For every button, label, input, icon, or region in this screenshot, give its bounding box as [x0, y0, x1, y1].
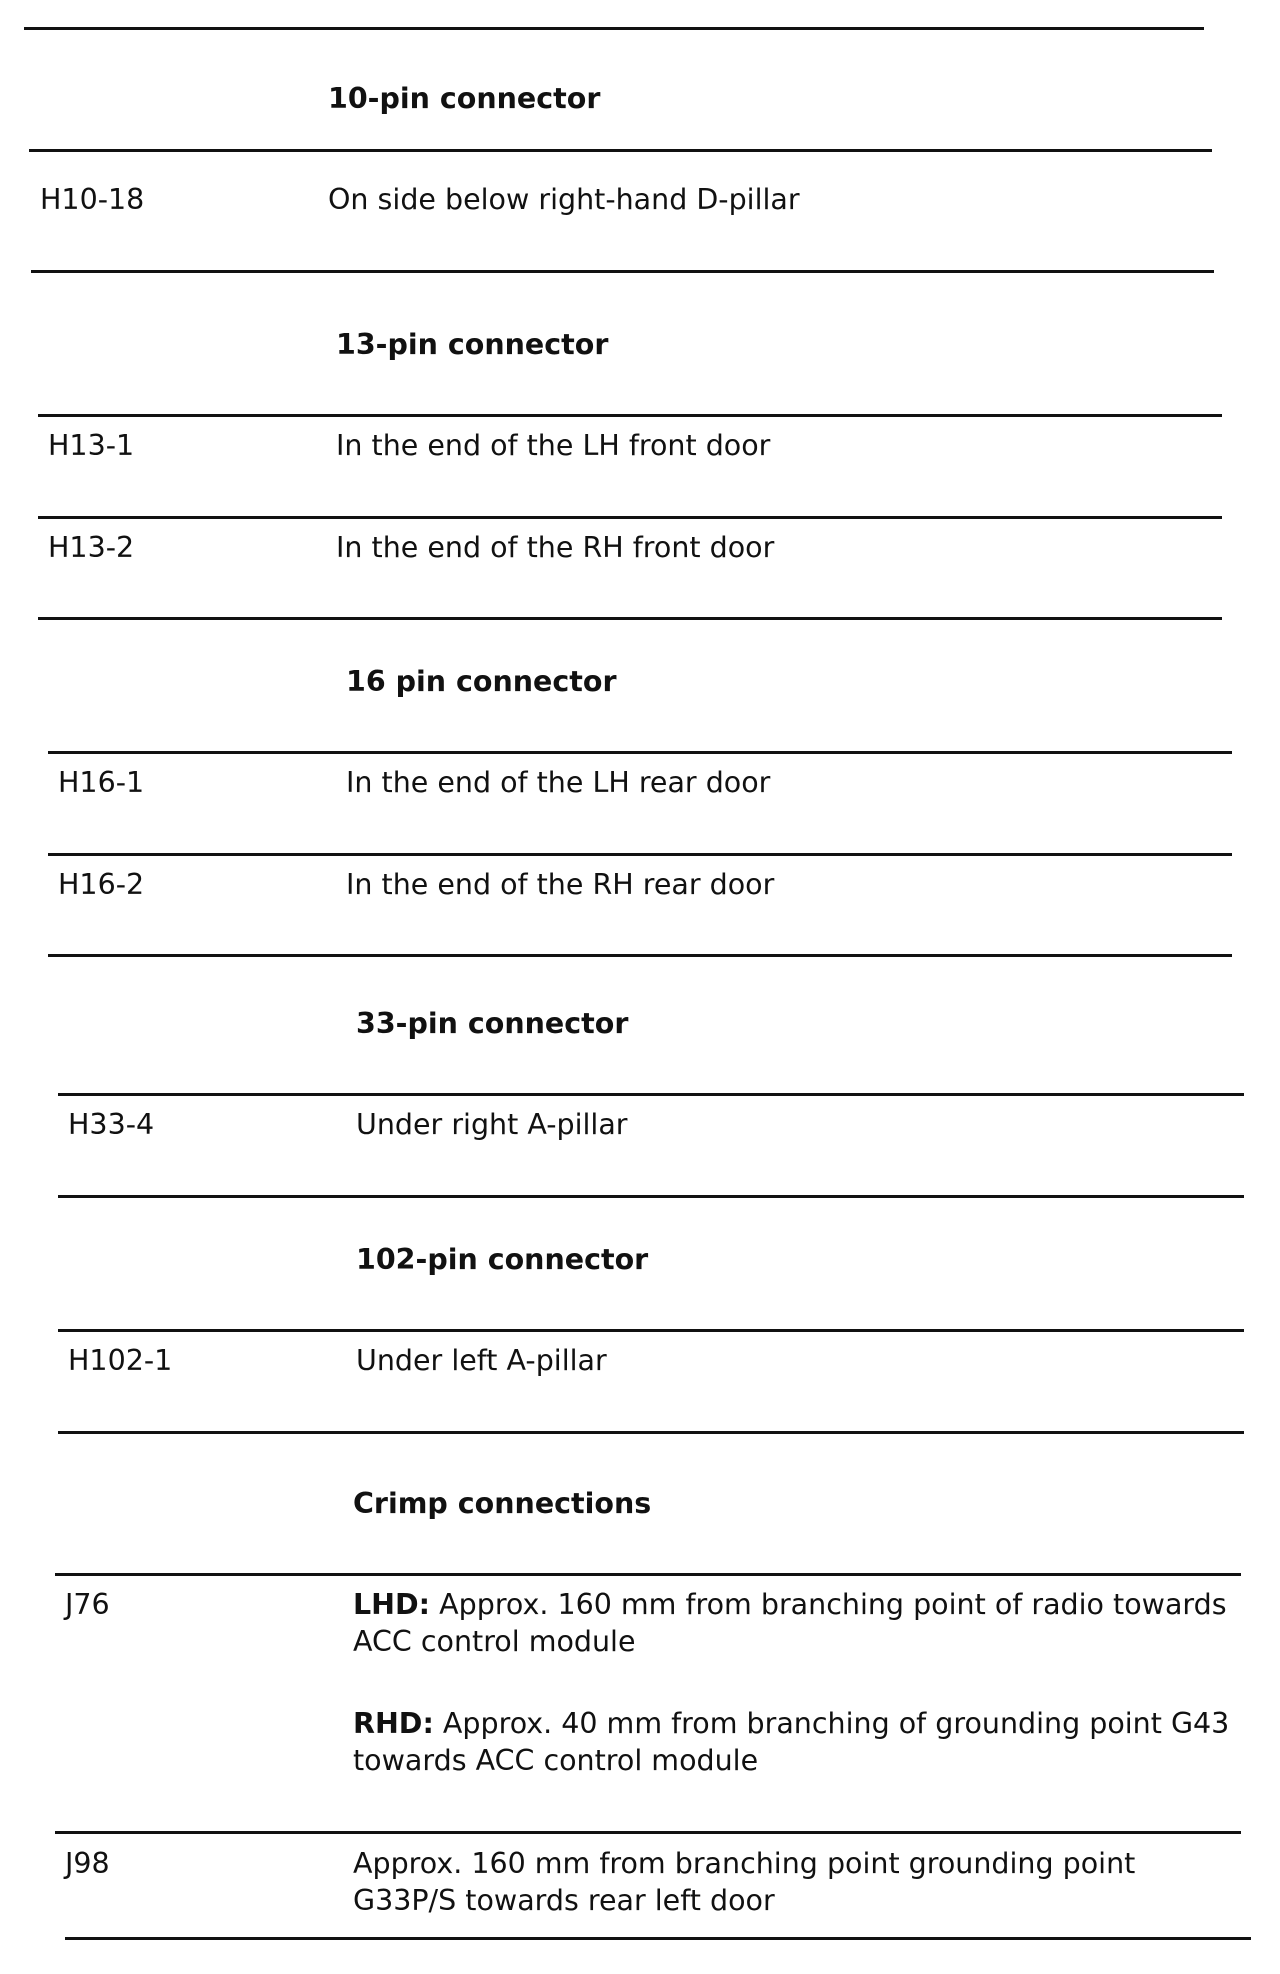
table-rule [65, 1937, 1251, 1940]
connector-location-h102-1: Under left A-pillar [356, 1344, 607, 1377]
connector-code-h13-2: H13-2 [48, 531, 135, 564]
connector-location-h13-1: In the end of the LH front door [336, 429, 771, 462]
table-rule [48, 751, 1232, 754]
connector-location-h33-4: Under right A-pillar [356, 1108, 628, 1141]
table-rule [58, 1431, 1244, 1434]
section-heading-13-pin: 13-pin connector [336, 328, 609, 361]
connector-location-h13-2: In the end of the RH front door [336, 531, 775, 564]
section-heading-33-pin: 33-pin connector [356, 1007, 629, 1040]
connector-location-j76-rhd [353, 1705, 1243, 1779]
table-rule [31, 270, 1214, 273]
connector-code-h33-4: H33-4 [68, 1108, 155, 1141]
table-rule [55, 1573, 1241, 1576]
table-rule [38, 414, 1222, 417]
connector-code-h10-18: H10-18 [40, 183, 145, 216]
table-rule [55, 1831, 1241, 1834]
table-rule [58, 1093, 1244, 1096]
table-rule [48, 853, 1232, 856]
table-rule [38, 617, 1222, 620]
connector-location-h16-1: In the end of the LH rear door [346, 766, 771, 799]
section-heading-16-pin: 16 pin connector [346, 665, 617, 698]
connector-code-h16-1: H16-1 [58, 766, 145, 799]
connector-code-j76: J76 [65, 1588, 110, 1621]
lhd-label: LHD: [353, 1588, 431, 1621]
section-heading-10-pin: 10-pin connector [328, 82, 601, 115]
connector-code-h13-1: H13-1 [48, 429, 135, 462]
table-rule [58, 1195, 1244, 1198]
connector-location-j76-lhd [353, 1586, 1233, 1660]
connector-code-h102-1: H102-1 [68, 1344, 173, 1377]
table-rule [58, 1329, 1244, 1332]
rhd-text: Approx. 40 mm from branching of grounding point G43 towards ACC control module [353, 1707, 1230, 1777]
lhd-text: Approx. 160 mm from branching point of radio towards ACC control module [353, 1588, 1227, 1658]
connector-location-h10-18: On side below right-hand D-pillar [328, 183, 800, 216]
rhd-label: RHD: [353, 1707, 434, 1740]
table-rule [29, 149, 1212, 152]
connector-code-h16-2: H16-2 [58, 868, 145, 901]
table-rule [24, 27, 1204, 30]
section-heading-102-pin: 102-pin connector [356, 1243, 649, 1276]
table-rule [38, 516, 1222, 519]
connector-location-h16-2: In the end of the RH rear door [346, 868, 775, 901]
connector-code-j98: J98 [65, 1847, 110, 1880]
table-rule [48, 954, 1232, 957]
section-heading-crimp: Crimp connections [353, 1487, 652, 1520]
connector-location-j98: Approx. 160 mm from branching point grounding point G33P/S towards rear left door [353, 1847, 1136, 1917]
